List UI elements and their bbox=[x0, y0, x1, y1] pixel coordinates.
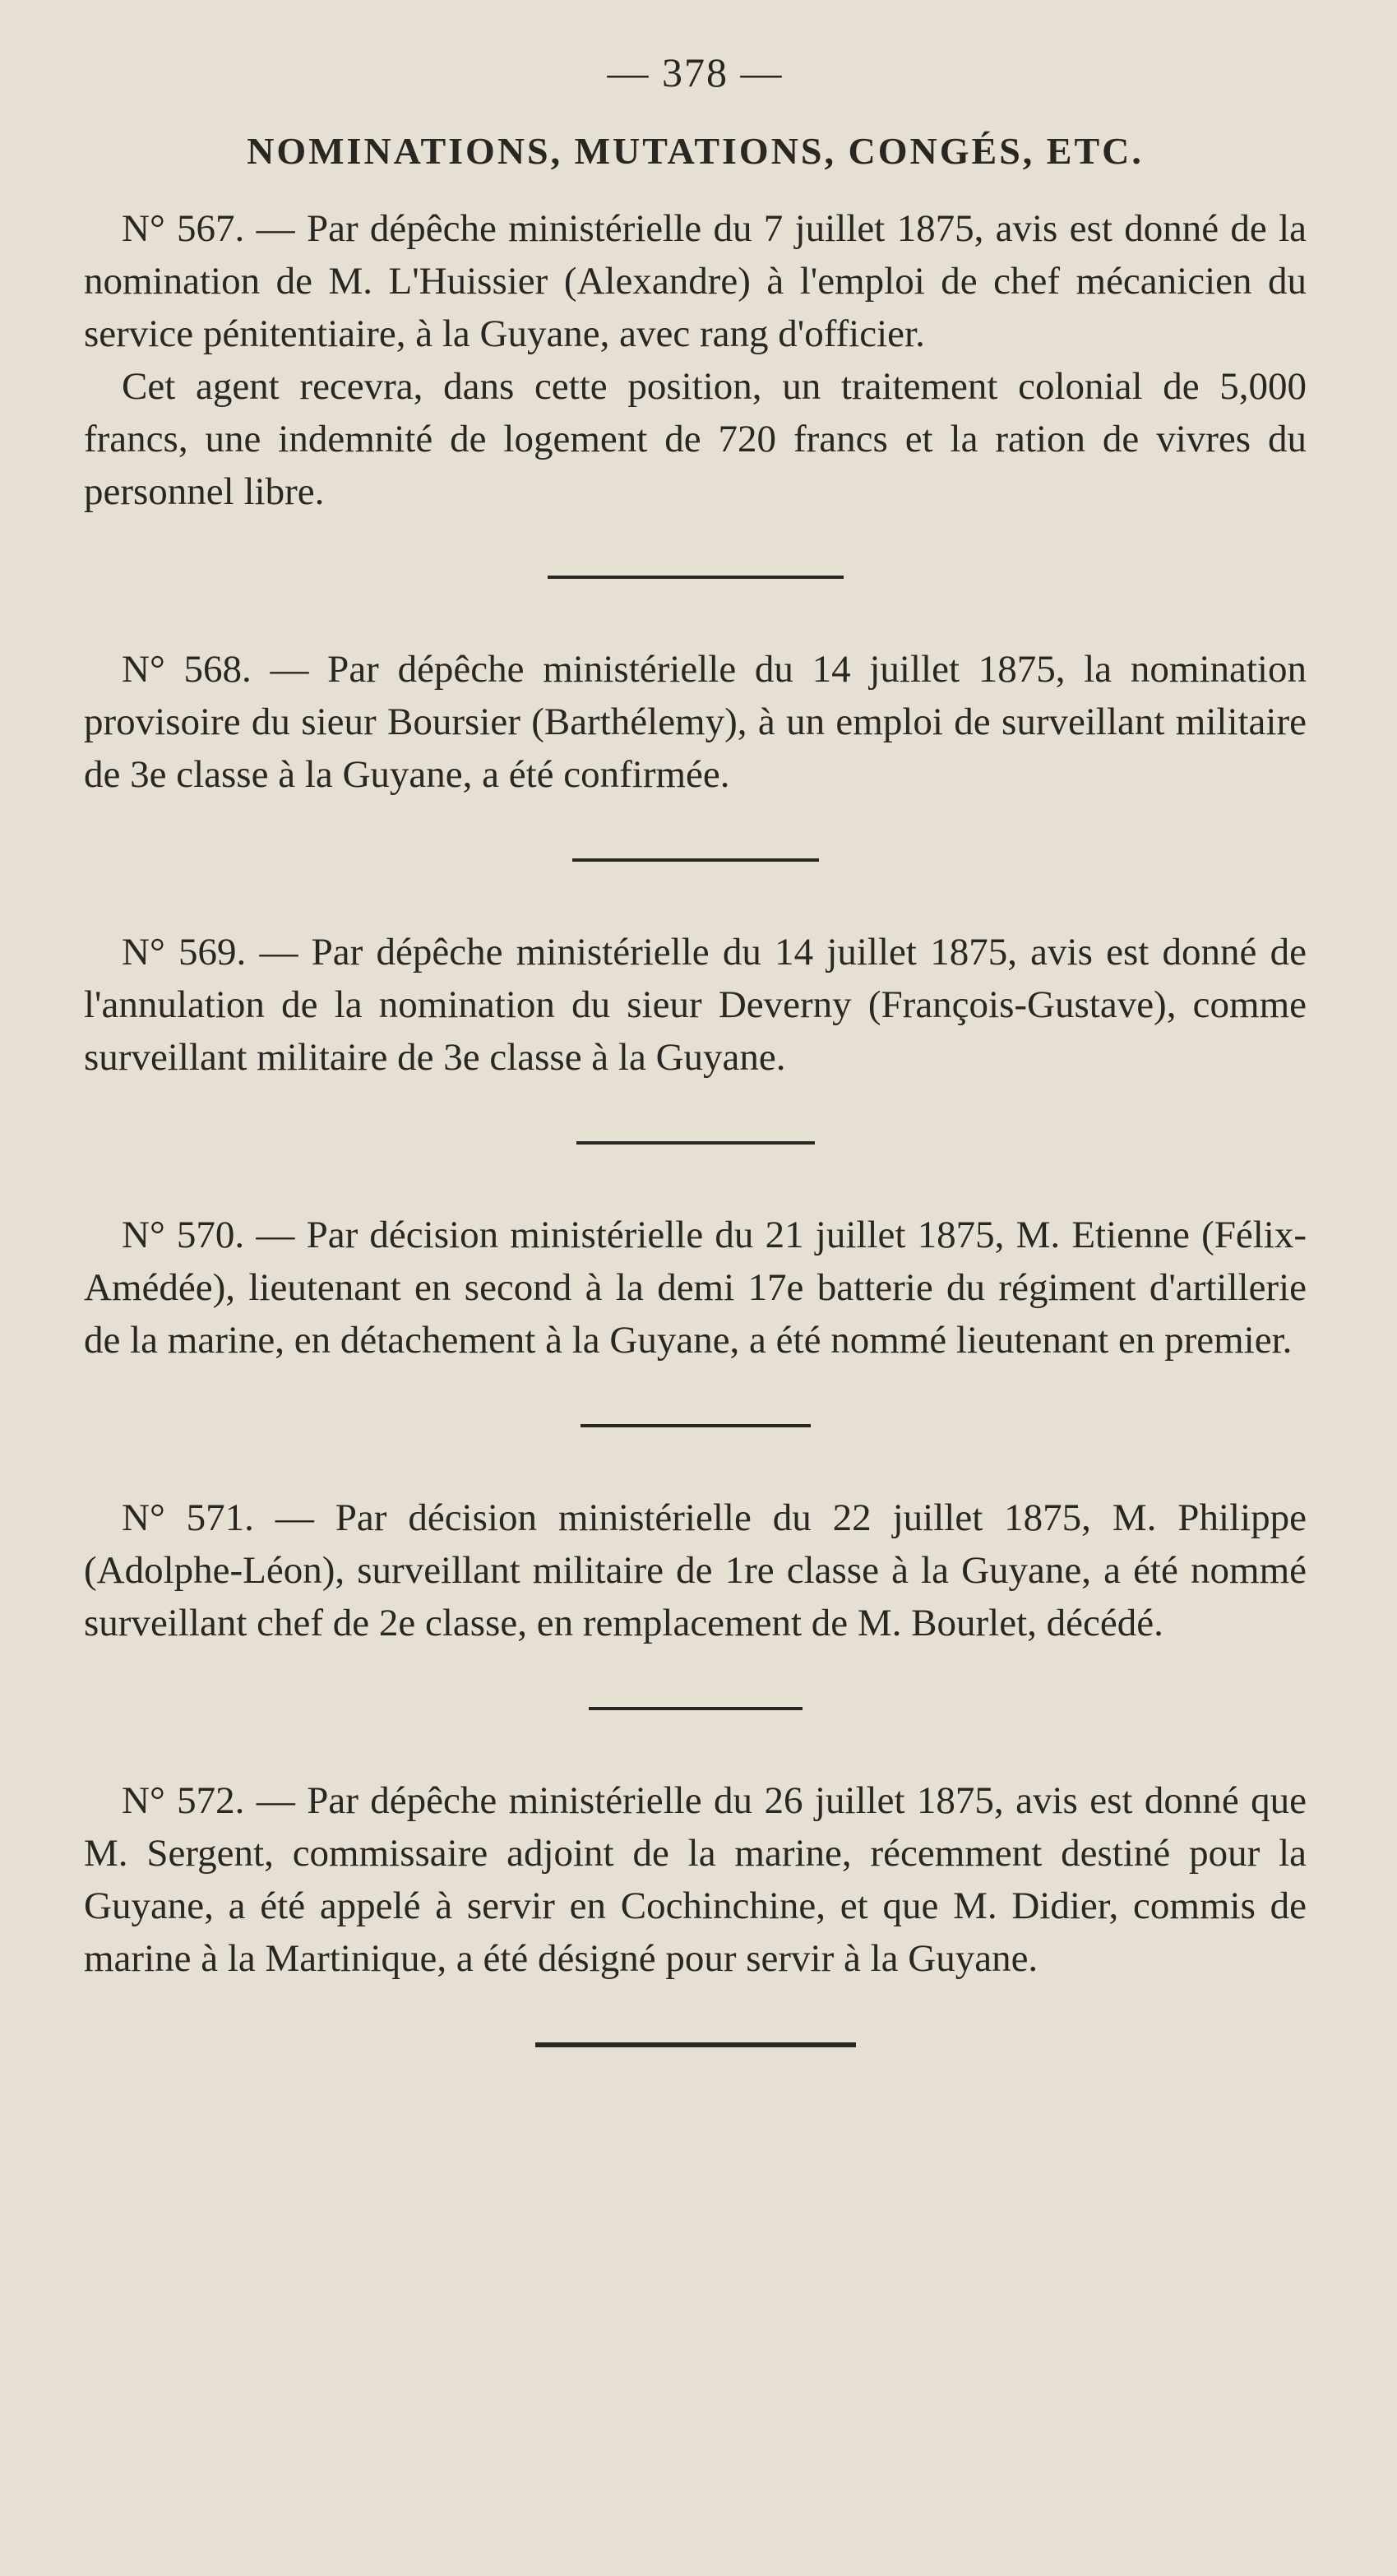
section-divider bbox=[589, 1707, 803, 1710]
entry-570 bbox=[84, 1209, 1307, 1367]
entry-567 bbox=[84, 202, 1307, 518]
section-divider bbox=[548, 576, 844, 579]
entry-572 bbox=[84, 1774, 1307, 1985]
entry-569 bbox=[84, 926, 1307, 1084]
entry-571 bbox=[84, 1491, 1307, 1649]
entry-568 bbox=[84, 643, 1307, 801]
entry-paragraph: N° 567. — Par dépêche ministérielle du 7 juillet 1875, avis est donné de la nomination de M. L'Huissier (Alexandre) à l'emploi de chef mécanicien du service pénitentiaire, à la Guyane, avec rang d'officier. bbox=[84, 207, 1307, 355]
entry-paragraph: N° 570. — Par décision ministérielle du 21 juillet 1875, M. Etienne (Félix-Amédée), lieutenant en second à la demi 17e batterie du régiment d'artillerie de la marine, en détachement à la Guyane, a été nommé lieutenant en premier. bbox=[84, 1214, 1307, 1362]
entry-paragraph: N° 568. — Par dépêche ministérielle du 14 juillet 1875, la nomination provisoire du sieur Boursier (Barthélemy), à un emploi de surveillant militaire de 3e classe à la Guyane, a été confirmée. bbox=[84, 648, 1307, 796]
running-title: NOMINATIONS, MUTATIONS, CONGÉS, ETC. bbox=[247, 130, 1144, 172]
entry-paragraph: Cet agent recevra, dans cette position, un traitement colonial de 5,000 francs, une indemnité de logement de 720 francs et la ration de vivres du personnel libre. bbox=[84, 365, 1307, 513]
page-number: — 378 — bbox=[607, 49, 784, 95]
section-divider bbox=[572, 858, 819, 862]
section-divider bbox=[576, 1141, 815, 1145]
entry-paragraph: N° 571. — Par décision ministérielle du 22 juillet 1875, M. Philippe (Adolphe-Léon), surveillant militaire de 1re classe à la Guyane, a été nommé surveillant chef de 2e classe, en remplacement de M. Bourlet, décédé. bbox=[84, 1496, 1307, 1644]
entry-paragraph: N° 572. — Par dépêche ministérielle du 26 juillet 1875, avis est donné que M. Sergent, commissaire adjoint de la marine, récemment destiné pour la Guyane, a été appelé à servir en Cochinchine, et que M. Didier, commis de marine à la Martinique, a été désigné pour servir à la Guyane. bbox=[84, 1779, 1307, 1980]
end-divider bbox=[535, 2042, 856, 2047]
entry-paragraph: N° 569. — Par dépêche ministérielle du 14 juillet 1875, avis est donné de l'annulation de la nomination du sieur Deverny (François-Gustave), comme surveillant militaire de 3e classe à la Guyane. bbox=[84, 931, 1307, 1079]
section-divider bbox=[581, 1424, 811, 1427]
